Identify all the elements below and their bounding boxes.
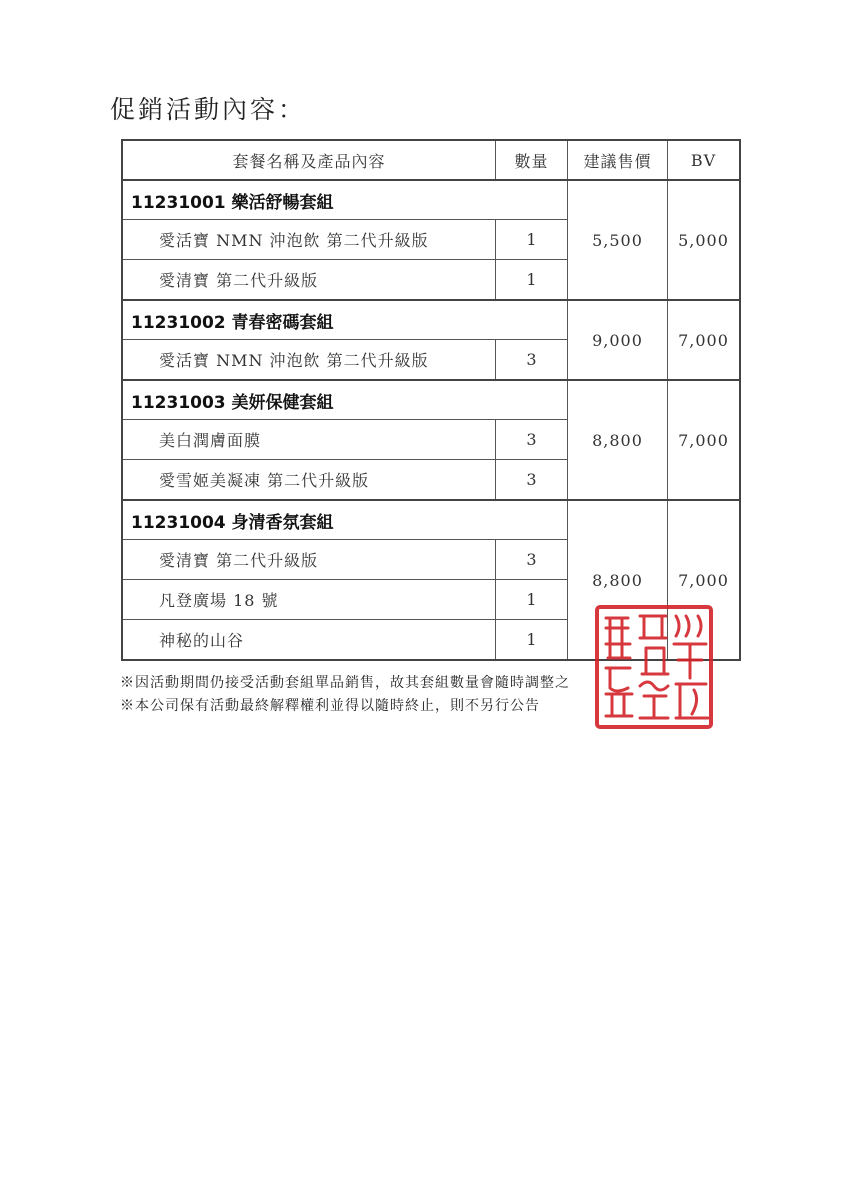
package-name: 11231004 身清香氛套組: [123, 500, 496, 540]
item-name: 愛活寶 NMN 沖泡飲 第二代升級版: [123, 340, 496, 381]
item-name: 愛清寶 第二代升級版: [123, 540, 496, 580]
package-price: 8,800: [568, 380, 668, 500]
item-quantity: 3: [496, 460, 568, 501]
item-name: 神秘的山谷: [123, 620, 496, 660]
item-quantity: 1: [496, 260, 568, 301]
package-name: 11231002 青春密碼套組: [123, 300, 496, 340]
package-price: 5,500: [568, 180, 668, 300]
package-row: [123, 500, 740, 540]
header-product: 套餐名稱及產品內容: [123, 141, 496, 181]
item-quantity: 3: [496, 540, 568, 580]
item-name: 凡登廣場 18 號: [123, 580, 496, 620]
item-quantity: 1: [496, 220, 568, 260]
item-quantity: 3: [496, 420, 568, 460]
package-price: 8,800: [568, 500, 668, 660]
package-bv: 7,000: [668, 380, 740, 500]
notes: [120, 672, 570, 718]
header-quantity: 數量: [496, 141, 568, 181]
company-seal-stamp: [594, 604, 714, 730]
package-bv: 5,000: [668, 180, 740, 300]
page-title: 促銷活動內容：: [110, 95, 307, 124]
note-line: ※因活動期間仍接受活動套組單品銷售，故其套組數量會隨時調整之: [120, 675, 570, 691]
item-quantity: 1: [496, 620, 568, 660]
package-row: [123, 180, 740, 220]
header-price: 建議售價: [568, 141, 668, 181]
package-name: 11231003 美妍保健套組: [123, 380, 496, 420]
item-name: 愛清寶 第二代升級版: [123, 260, 496, 301]
package-bv: 7,000: [668, 300, 740, 380]
table-header-row: [123, 141, 740, 181]
package-name: 11231001 樂活舒暢套組: [123, 180, 496, 220]
item-quantity: 1: [496, 580, 568, 620]
package-bv: 7,000: [668, 500, 740, 660]
header-bv: BV: [668, 141, 740, 181]
item-name: 愛雪姬美凝凍 第二代升級版: [123, 460, 496, 501]
package-row: [123, 380, 740, 420]
note-line: ※本公司保有活動最終解釋權利並得以隨時終止，則不另行公告: [120, 698, 540, 714]
package-row: [123, 300, 740, 340]
item-name: 美白潤膚面膜: [123, 420, 496, 460]
package-price: 9,000: [568, 300, 668, 380]
promotion-table: [122, 140, 740, 660]
item-quantity: 3: [496, 340, 568, 381]
item-name: 愛活寶 NMN 沖泡飲 第二代升級版: [123, 220, 496, 260]
